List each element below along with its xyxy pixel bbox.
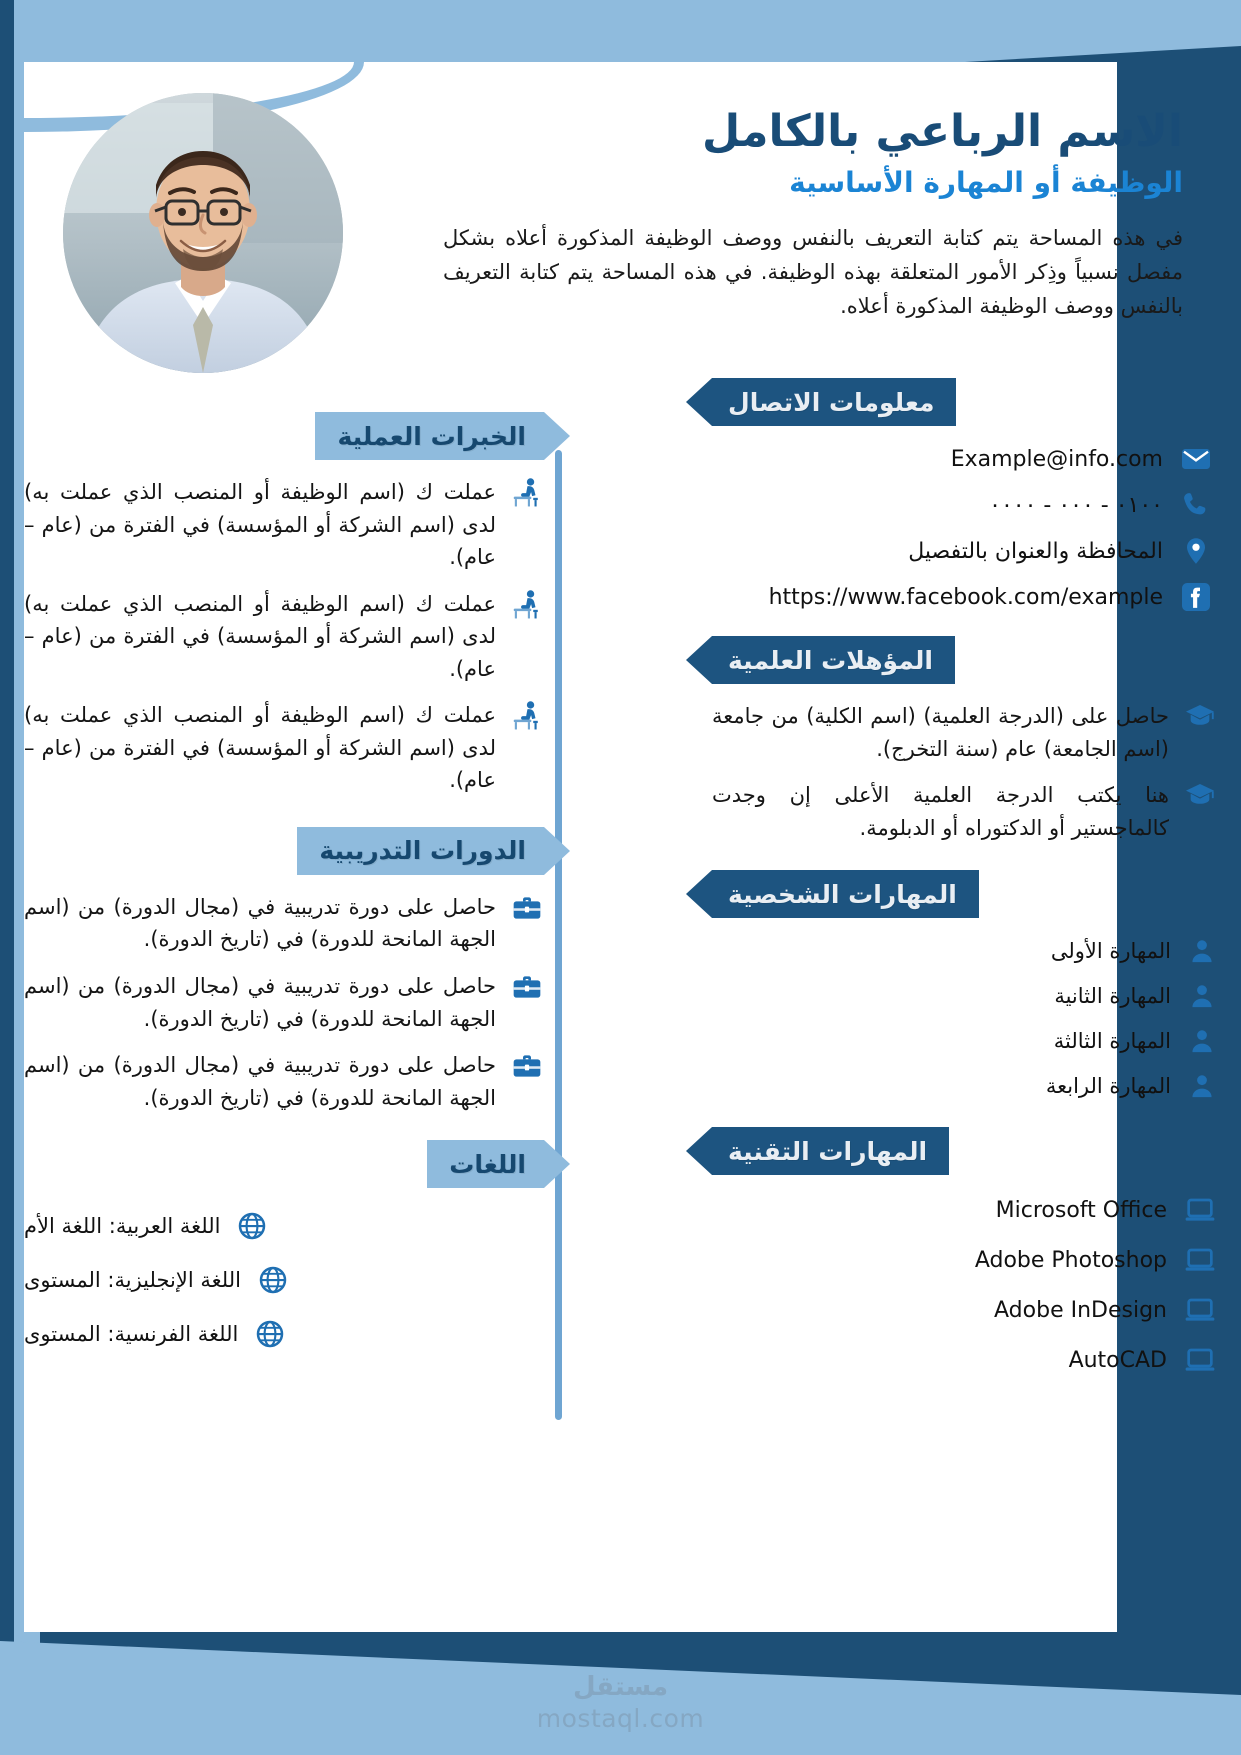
course-text: حاصل على دورة تدريبية في (مجال الدورة) من (اسم الجهة المانحة للدورة) في (تاريخ الدورة). xyxy=(24,894,496,952)
technical-skills-heading-label: المهارات التقنية xyxy=(728,1136,928,1166)
desk-worker-icon xyxy=(510,476,544,510)
section-heading-languages xyxy=(24,1140,544,1188)
list-item xyxy=(712,1026,1217,1056)
list-item xyxy=(712,981,1217,1011)
list-item[interactable] xyxy=(712,580,1213,614)
language-label: اللغة الفرنسية: المستوى xyxy=(24,1322,239,1347)
list-item[interactable] xyxy=(712,488,1213,522)
experience-text: عملت ك (اسم الوظيفة أو المنصب الذي عملت به) لدى (اسم الشركة أو المؤسسة) في الفترة من (عام – عام). xyxy=(24,703,496,793)
education-heading-label: المؤهلات العلمية xyxy=(728,645,933,675)
contact-list xyxy=(712,442,1217,614)
laptop-icon xyxy=(1183,1293,1217,1327)
right-column xyxy=(712,378,1217,1393)
skill-label: المهارة الثانية xyxy=(1054,984,1171,1009)
list-item xyxy=(24,588,544,686)
job-title: الوظيفة أو المهارة الأساسية xyxy=(789,166,1183,200)
left-column xyxy=(24,412,544,1372)
briefcase-icon xyxy=(510,891,544,925)
list-item xyxy=(24,1318,544,1350)
section-heading-courses xyxy=(24,827,544,875)
header-text-block xyxy=(443,108,1183,323)
tech-label: Adobe InDesign xyxy=(994,1297,1167,1323)
tech-label: Adobe Photoshop xyxy=(974,1247,1167,1273)
address-value: المحافظة والعنوان بالتفصيل xyxy=(908,538,1163,564)
list-item xyxy=(24,476,544,574)
email-value: Example@info.com xyxy=(950,446,1163,472)
list-item xyxy=(24,1210,544,1242)
courses-list xyxy=(24,891,544,1114)
desk-worker-icon xyxy=(510,588,544,622)
course-text: حاصل على دورة تدريبية في (مجال الدورة) من (اسم الجهة المانحة للدورة) في (تاريخ الدورة). xyxy=(24,1053,496,1110)
courses-heading-label: الدورات التدريبية xyxy=(319,836,526,866)
summary-paragraph: في هذه المساحة يتم كتابة التعريف بالنفس ووصف الوظيفة المذكورة أعلاه بشكل مفصل نسبياً وذِكر الأمور المتعلقة بهذه الوظيفة. في هذه المساحة يتم كتابة التعريف بالنفس ووصف الوظيفة المذكورة أعلاه. xyxy=(443,226,1183,319)
column-divider xyxy=(555,450,562,1420)
phone-value: ٠١٠٠ - ٠٠٠ - ٠٠٠٠ xyxy=(989,492,1163,518)
list-item[interactable] xyxy=(712,534,1213,568)
skill-label: المهارة الأولى xyxy=(1050,939,1171,964)
watermark-english: mostaql.com xyxy=(536,1704,705,1733)
facebook-icon xyxy=(1179,580,1213,614)
list-item[interactable] xyxy=(712,442,1213,476)
laptop-icon xyxy=(1183,1193,1217,1227)
list-item xyxy=(712,1193,1217,1227)
technical-skills-list xyxy=(712,1193,1217,1377)
facebook-value: https://www.facebook.com/example xyxy=(768,584,1163,610)
languages-list xyxy=(24,1210,544,1350)
watermark-arabic: مستقل xyxy=(572,1672,669,1702)
course-text: حاصل على دورة تدريبية في (مجال الدورة) من (اسم الجهة المانحة للدورة) في (تاريخ الدورة). xyxy=(24,974,496,1031)
list-item xyxy=(712,936,1217,966)
list-item xyxy=(712,1071,1217,1101)
experience-list xyxy=(24,476,544,797)
page-title: الاسم الرباعي بالكامل xyxy=(701,106,1183,157)
laptop-icon xyxy=(1183,1243,1217,1277)
personal-skills-heading-label: المهارات الشخصية xyxy=(728,879,957,909)
briefcase-icon xyxy=(510,970,544,1004)
language-label: اللغة العربية: اللغة الأم xyxy=(24,1214,221,1239)
section-heading-experience xyxy=(24,412,544,460)
graduation-cap-icon xyxy=(1183,779,1217,813)
location-pin-icon xyxy=(1179,534,1213,568)
phone-icon xyxy=(1179,488,1213,522)
globe-icon xyxy=(257,1264,289,1296)
contact-heading-label: معلومات الاتصال xyxy=(728,387,935,417)
education-list xyxy=(712,700,1217,844)
experience-text: عملت ك (اسم الوظيفة أو المنصب الذي عملت به) لدى (اسم الشركة أو المؤسسة) في الفترة من (عام – عام). xyxy=(24,591,496,681)
person-icon xyxy=(1187,981,1217,1011)
experience-heading-label: الخبرات العملية xyxy=(337,421,526,451)
list-item xyxy=(24,891,544,956)
section-heading-personal-skills xyxy=(712,870,1217,918)
person-icon xyxy=(1187,936,1217,966)
list-item xyxy=(712,700,1217,765)
section-heading-contact xyxy=(712,378,1217,426)
section-heading-technical-skills xyxy=(712,1127,1217,1175)
personal-skills-list xyxy=(712,936,1217,1101)
briefcase-icon xyxy=(510,1049,544,1083)
section-heading-education xyxy=(712,636,1217,684)
person-icon xyxy=(1187,1026,1217,1056)
avatar xyxy=(63,93,343,373)
list-item xyxy=(712,1293,1217,1327)
left-dark-edge xyxy=(0,0,14,1755)
laptop-icon xyxy=(1183,1343,1217,1377)
list-item xyxy=(24,1264,544,1296)
envelope-icon xyxy=(1179,442,1213,476)
skill-label: المهارة الثالثة xyxy=(1053,1029,1171,1054)
list-item xyxy=(24,699,544,797)
experience-text: عملت ك (اسم الوظيفة أو المنصب الذي عملت به) لدى (اسم الشركة أو المؤسسة) في الفترة من (عام – عام). xyxy=(24,480,496,570)
languages-heading-label: اللغات xyxy=(449,1149,526,1179)
graduation-cap-icon xyxy=(1183,700,1217,734)
list-item xyxy=(24,1049,544,1114)
education-text: حاصل على (الدرجة العلمية) (اسم الكلية) من جامعة (اسم الجامعة) عام (سنة التخرج). xyxy=(712,704,1169,761)
language-label: اللغة الإنجليزية: المستوى xyxy=(24,1268,241,1293)
globe-icon xyxy=(236,1210,268,1242)
list-item xyxy=(712,779,1217,844)
tech-label: AutoCAD xyxy=(1068,1347,1167,1373)
desk-worker-icon xyxy=(510,699,544,733)
skill-label: المهارة الرابعة xyxy=(1045,1074,1171,1099)
person-icon xyxy=(1187,1071,1217,1101)
watermark xyxy=(0,1674,1241,1733)
globe-icon xyxy=(254,1318,286,1350)
education-text: هنا يكتب الدرجة العلمية الأعلى إن وجدت كالماجستير أو الدكتوراه أو الدبلومة. xyxy=(712,783,1169,840)
list-item xyxy=(712,1243,1217,1277)
tech-label: Microsoft Office xyxy=(995,1197,1167,1223)
list-item xyxy=(24,970,544,1035)
list-item xyxy=(712,1343,1217,1377)
